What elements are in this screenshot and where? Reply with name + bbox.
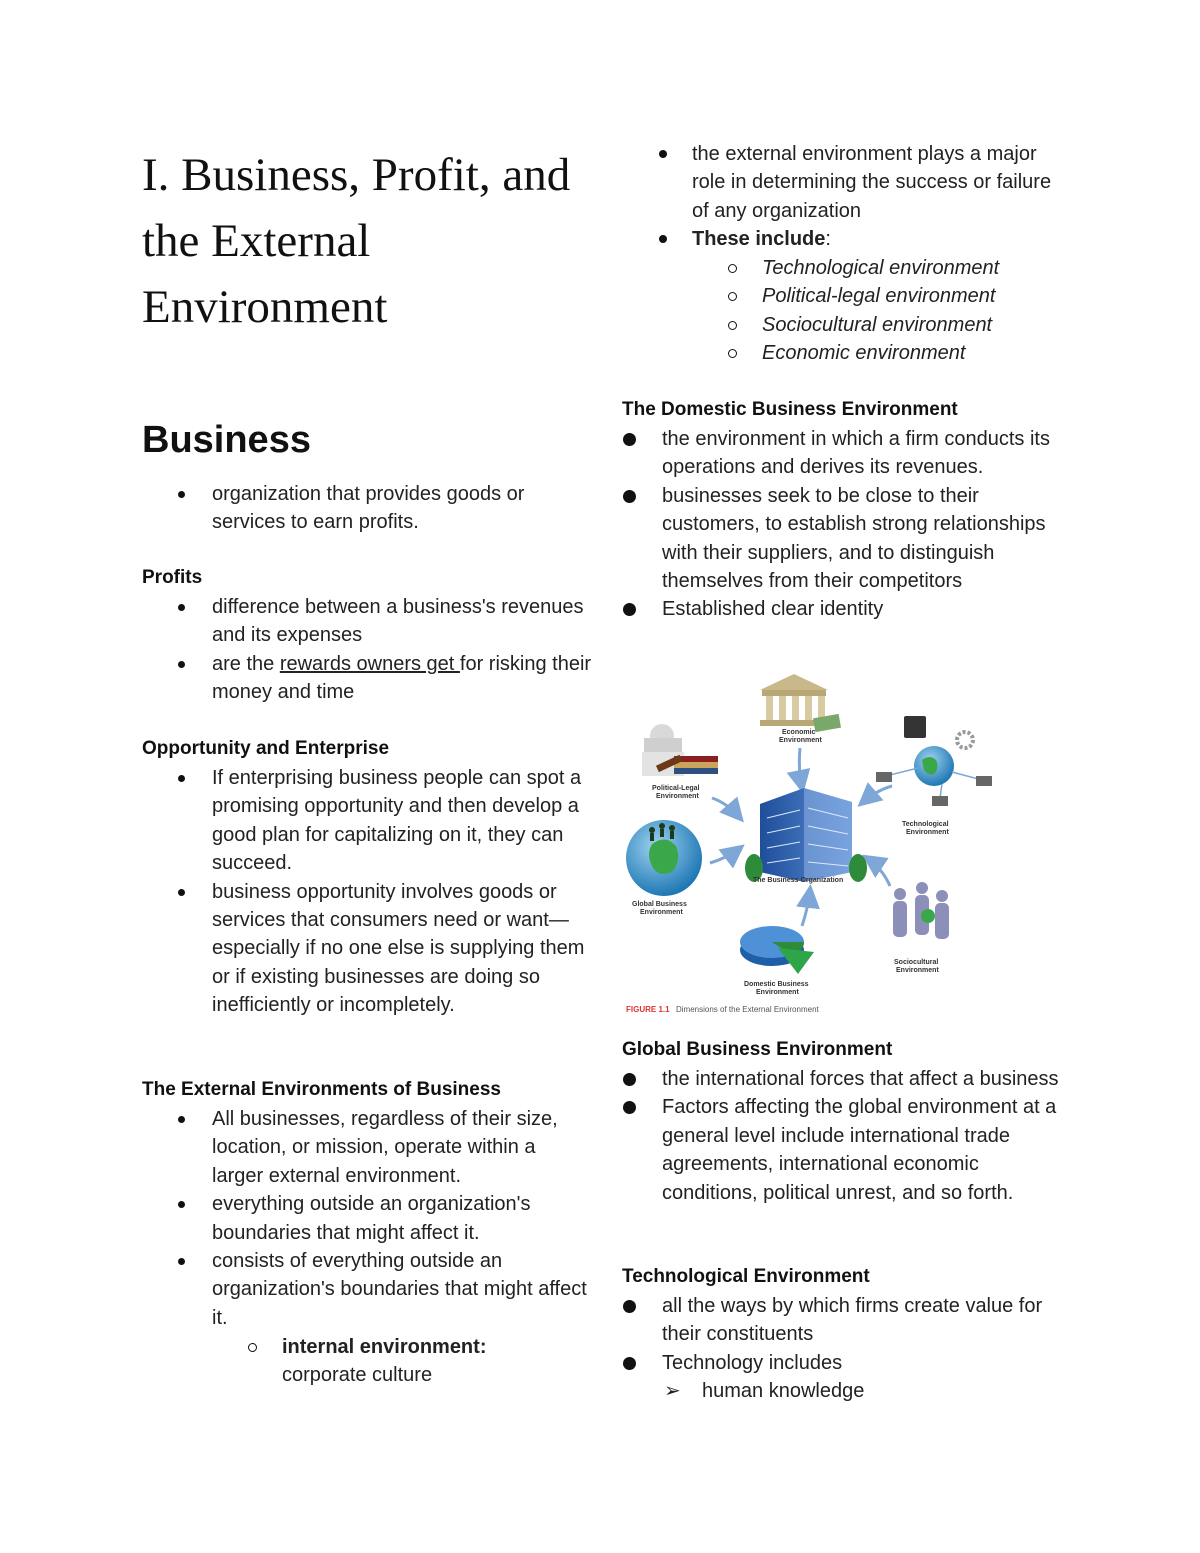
bullet-icon: [178, 889, 185, 896]
people-icon: [893, 882, 949, 939]
business-list: [142, 480, 592, 537]
list-item: Sociocultural environment: [622, 311, 1072, 339]
political-label-2: Environment: [656, 793, 699, 800]
technology-sublist: [622, 1377, 1072, 1405]
global-label-2: Environment: [640, 909, 683, 916]
external-environment-figure: [622, 668, 1022, 1016]
list-item: Technological environment: [622, 254, 1072, 282]
list-item: All businesses, regardless of their size, location, or mission, operate within a larger external environment.: [142, 1105, 592, 1190]
world-globe-icon: [626, 820, 702, 896]
bullet-icon: [178, 1201, 185, 1208]
opportunity-heading: Opportunity and Enterprise: [142, 738, 390, 759]
bullet-icon: [178, 491, 185, 498]
bullet-icon: [659, 150, 667, 158]
network-globe-icon: [876, 716, 992, 806]
figure-caption: Dimensions of the External Environment: [676, 1005, 819, 1014]
global-label: Global Business: [632, 901, 687, 908]
technological-label: Technological: [902, 821, 949, 828]
bullet-icon: [178, 661, 185, 668]
bullet-icon: [178, 604, 185, 611]
economic-label: Economic: [782, 729, 816, 736]
opportunity-list: [142, 764, 592, 1020]
list-item: Factors affecting the global environment at a general level include international trade agreements, international economic conditions, political unrest, and so forth.: [622, 1093, 1072, 1207]
domestic-heading: The Domestic Business Environment: [622, 399, 958, 420]
bullet-icon: [178, 1258, 185, 1265]
list-item: all the ways by which firms create value for their constituents: [622, 1292, 1072, 1349]
list-item: If enterprising business people can spot a promising opportunity and then develop a good plan for capitalizing on it, they can succeed.: [142, 764, 592, 878]
arrow-bullet-icon: ➢: [664, 1380, 681, 1402]
circle-bullet-icon: [248, 1343, 257, 1352]
capitol-icon: [642, 724, 718, 776]
bullet-icon: [659, 235, 667, 243]
external-heading: The External Environments of Business: [142, 1079, 501, 1100]
bullet-icon: [623, 1101, 636, 1114]
global-heading: Global Business Environment: [622, 1039, 893, 1060]
bullet-icon: [623, 1357, 636, 1370]
bullet-icon: [623, 433, 636, 446]
list-item: the environment in which a firm conducts its operations and derives its revenues.: [622, 425, 1072, 482]
list-item: Established clear identity: [622, 595, 1072, 623]
list-item: Economic environment: [622, 339, 1072, 367]
list-item: ➢ human knowledge: [622, 1377, 1072, 1405]
technological-label-2: Environment: [906, 829, 949, 836]
figure-caption-number: FIGURE 1.1: [626, 1005, 670, 1014]
external-list: [142, 1105, 592, 1332]
economic-label-2: Environment: [779, 737, 822, 744]
bullet-icon: [623, 1300, 636, 1313]
center-label: The Business Organization: [753, 877, 844, 884]
list-item: the international forces that affect a business: [622, 1065, 1072, 1093]
bullet-icon: [623, 603, 636, 616]
profits-heading: Profits: [142, 567, 203, 588]
page-title: I. Business, Profit, and the External Environment: [142, 149, 571, 333]
bank-icon: [760, 674, 841, 732]
rewards-link: rewards owners get: [279, 652, 460, 675]
circle-bullet-icon: [728, 321, 737, 330]
list-item: everything outside an organization's boundaries that might affect it.: [142, 1190, 592, 1247]
list-item: difference between a business's revenues and its expenses: [142, 593, 592, 650]
list-item: internal environment: corporate culture: [142, 1333, 592, 1390]
profits-list: [142, 593, 592, 707]
political-label: Political-Legal: [652, 785, 700, 792]
domestic-list: [622, 425, 1072, 624]
list-item: are the rewards owners get for risking their money and time: [142, 650, 592, 707]
list-item: Political-legal environment: [622, 282, 1072, 310]
bullet-icon: [623, 490, 636, 503]
pie-chart-icon: [740, 926, 814, 974]
technological-heading: Technological Environment: [622, 1266, 870, 1287]
list-item: business opportunity involves goods or services that consumers need or want—especially if no one else is supplying them or if existing businesses are doing so inefficiently or incompletely.: [142, 878, 592, 1020]
technological-list: [622, 1292, 1072, 1377]
business-heading: Business: [142, 419, 311, 461]
internal-env-sublist: [142, 1333, 592, 1390]
list-item: consists of everything outside an organization's boundaries that might affect it.: [142, 1247, 592, 1332]
bullet-icon: [178, 775, 185, 782]
global-list: [622, 1065, 1072, 1207]
env-types-sublist: [622, 254, 1072, 368]
list-item: organization that provides goods or services to earn profits.: [142, 480, 592, 537]
circle-bullet-icon: [728, 264, 737, 273]
list-item: Technology includes: [622, 1349, 1072, 1377]
list-item: businesses seek to be close to their customers, to establish strong relationships with their suppliers, and to distinguish themselves from their competitors: [622, 482, 1072, 596]
bullet-icon: [178, 1116, 185, 1123]
external-role-list: [622, 140, 1072, 254]
sociocultural-label-2: Environment: [896, 967, 939, 974]
circle-bullet-icon: [728, 349, 737, 358]
list-item: These include:: [622, 225, 1072, 253]
domestic-label: Domestic Business: [744, 981, 809, 988]
sociocultural-label: Sociocultural: [894, 959, 939, 966]
domestic-label-2: Environment: [756, 989, 799, 996]
building-icon: [745, 788, 867, 882]
bullet-icon: [623, 1073, 636, 1086]
circle-bullet-icon: [728, 292, 737, 301]
list-item: the external environment plays a major role in determining the success or failure of any organization: [622, 140, 1072, 225]
